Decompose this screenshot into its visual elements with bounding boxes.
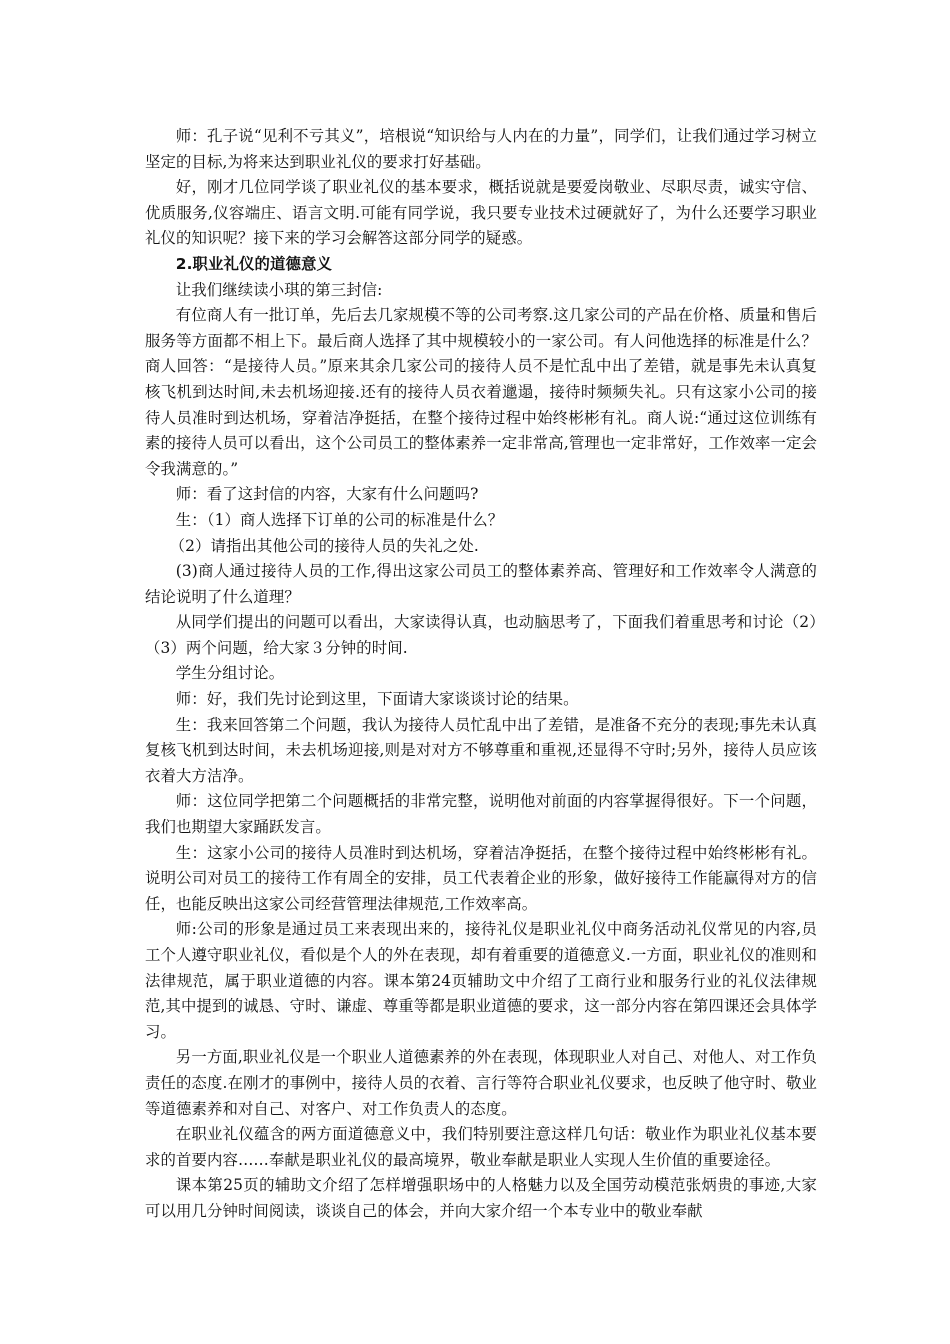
paragraph-student-answer-3: 生：这家小公司的接待人员准时到达机场，穿着洁净挺括，在整个接待过程中始终彬彬有礼。说明公司对员工的接待工作有周全的安排，员工代表着企业的形象，做好接待工作能赢得对方的信任，也能反映出这家公司经营管理法律规范,工作效率高。 bbox=[145, 843, 817, 913]
paragraph-student-q2: （2）请指出其他公司的接待人员的失礼之处. bbox=[169, 536, 479, 555]
section-heading: 2.职业礼仪的道德意义 bbox=[175, 254, 332, 273]
paragraph-discussion-instructions: 从同学们提出的问题可以看出，大家读得认真，也动脑思考了，下面我们着重思考和讨论（2）（3）两个问题，给大家３分钟的时间. bbox=[145, 613, 817, 657]
paragraph-teacher-comment: 师：这位同学把第二个问题概括的非常完整，说明他对前面的内容掌握得很好。下一个问题，我们也期望大家踊跃发言。 bbox=[145, 792, 817, 837]
paragraph-intro-letter: 让我们继续读小琪的第三封信: bbox=[175, 280, 383, 299]
paragraph-other-aspect: 另一方面,职业礼仪是一个职业人道德素养的外在表现，体现职业人对自己、对他人、对工作负责任的态度.在刚才的事例中，接待人员的衣着、言行等符合职业礼仪要求，也反映了他守时、敬业等道德素养和对自己、对客户、对工作负责人的态度。 bbox=[145, 1048, 817, 1118]
paragraph-letter-story: 有位商人有一批订单，先后去几家规模不等的公司考察.这几家公司的产品在价格、质量和售后服务等方面都不相上下。最后商人选择了其中规模较小的一家公司。有人问他选择的标准是什么？商人回答：“是接待人员。”原来其余几家公司的接待人员不是忙乱中出了差错，就是事先未认真复核飞机到达时间,未去机场迎接.还有的接待人员衣着邋遢，接待时频频失礼。只有这家小公司的接待人员准时到达机场，穿着洁净挺括，在整个接待过程中始终彬彬有礼。商人说:“通过这位训练有素的接待人员可以看出，这个公司员工的整体素养一定非常高,管理也一定非常好，工作效率一定会令我满意的。” bbox=[145, 306, 817, 478]
paragraph-teacher-quote: 师：孔子说“见利不亏其义”，培根说“知识给与人内在的力量”，同学们，让我们通过学习树立坚定的目标,为将来达到职业礼仪的要求打好基础。 bbox=[145, 127, 817, 171]
paragraph-summary: 好，刚才几位同学谈了职业礼仪的基本要求，概括说就是要爱岗敬业、尽职尽责，诚实守信、优质服务,仪容端庄、语言文明.可能有同学说，我只要专业技术过硬就好了，为什么还要学习职业礼仪的知识呢？接下来的学习会解答这部分同学的疑惑。 bbox=[145, 178, 817, 248]
paragraph-student-q1: 生：（1）商人选择下订单的公司的标准是什么？ bbox=[175, 510, 504, 529]
paragraph-teacher-explanation: 师:公司的形象是通过员工来表现出来的，接待礼仪是职业礼仪中商务活动礼仪常见的内容,员工个人遵守职业礼仪，看似是个人的外在表现，却有着重要的道德意义.一方面，职业礼仪的准则和法律规范，属于职业道德的内容。课本第24页辅助文中介绍了工商行业和服务行业的礼仪法律规范,其中提到的诚恳、守时、谦虚、尊重等都是职业道德的要求，这一部分内容在第四课还会具体学习。 bbox=[145, 920, 817, 1041]
paragraph-student-q3: (3)商人通过接待人员的工作,得出这家公司员工的整体素养高、管理好和工作效率令人满意的结论说明了什么道理？ bbox=[145, 562, 817, 606]
paragraph-group-discussion: 学生分组讨论。 bbox=[175, 664, 285, 683]
paragraph-student-answer-2: 生：我来回答第二个问题，我认为接待人员忙乱中出了差错，是准备不充分的表现;事先未认真复核飞机到达时间，未去机场迎接,则是对对方不够尊重和重视,还显得不守时;另外，接待人员应该衣着大方洁净。 bbox=[145, 715, 817, 785]
paragraph-teacher-results: 师：好，我们先讨论到这里，下面请大家谈谈讨论的结果。 bbox=[175, 690, 579, 709]
paragraph-key-sentences: 在职业礼仪蕴含的两方面道德意义中，我们特别要注意这样几句话：敬业作为职业礼仪基本要求的首要内容……奉献是职业礼仪的最高境界，敬业奉献是职业人实现人生价值的重要途径。 bbox=[145, 1125, 817, 1169]
document-page bbox=[145, 124, 817, 1225]
paragraph-textbook-page25: 课本第25页的辅助文介绍了怎样增强职场中的人格魅力以及全国劳动模范张炳贵的事迹,大家可以用几分钟时间阅读，谈谈自己的体会，并向大家介绍一个本专业中的敬业奉献 bbox=[145, 1176, 817, 1220]
paragraph-teacher-question: 师：看了这封信的内容，大家有什么问题吗? bbox=[175, 485, 479, 504]
